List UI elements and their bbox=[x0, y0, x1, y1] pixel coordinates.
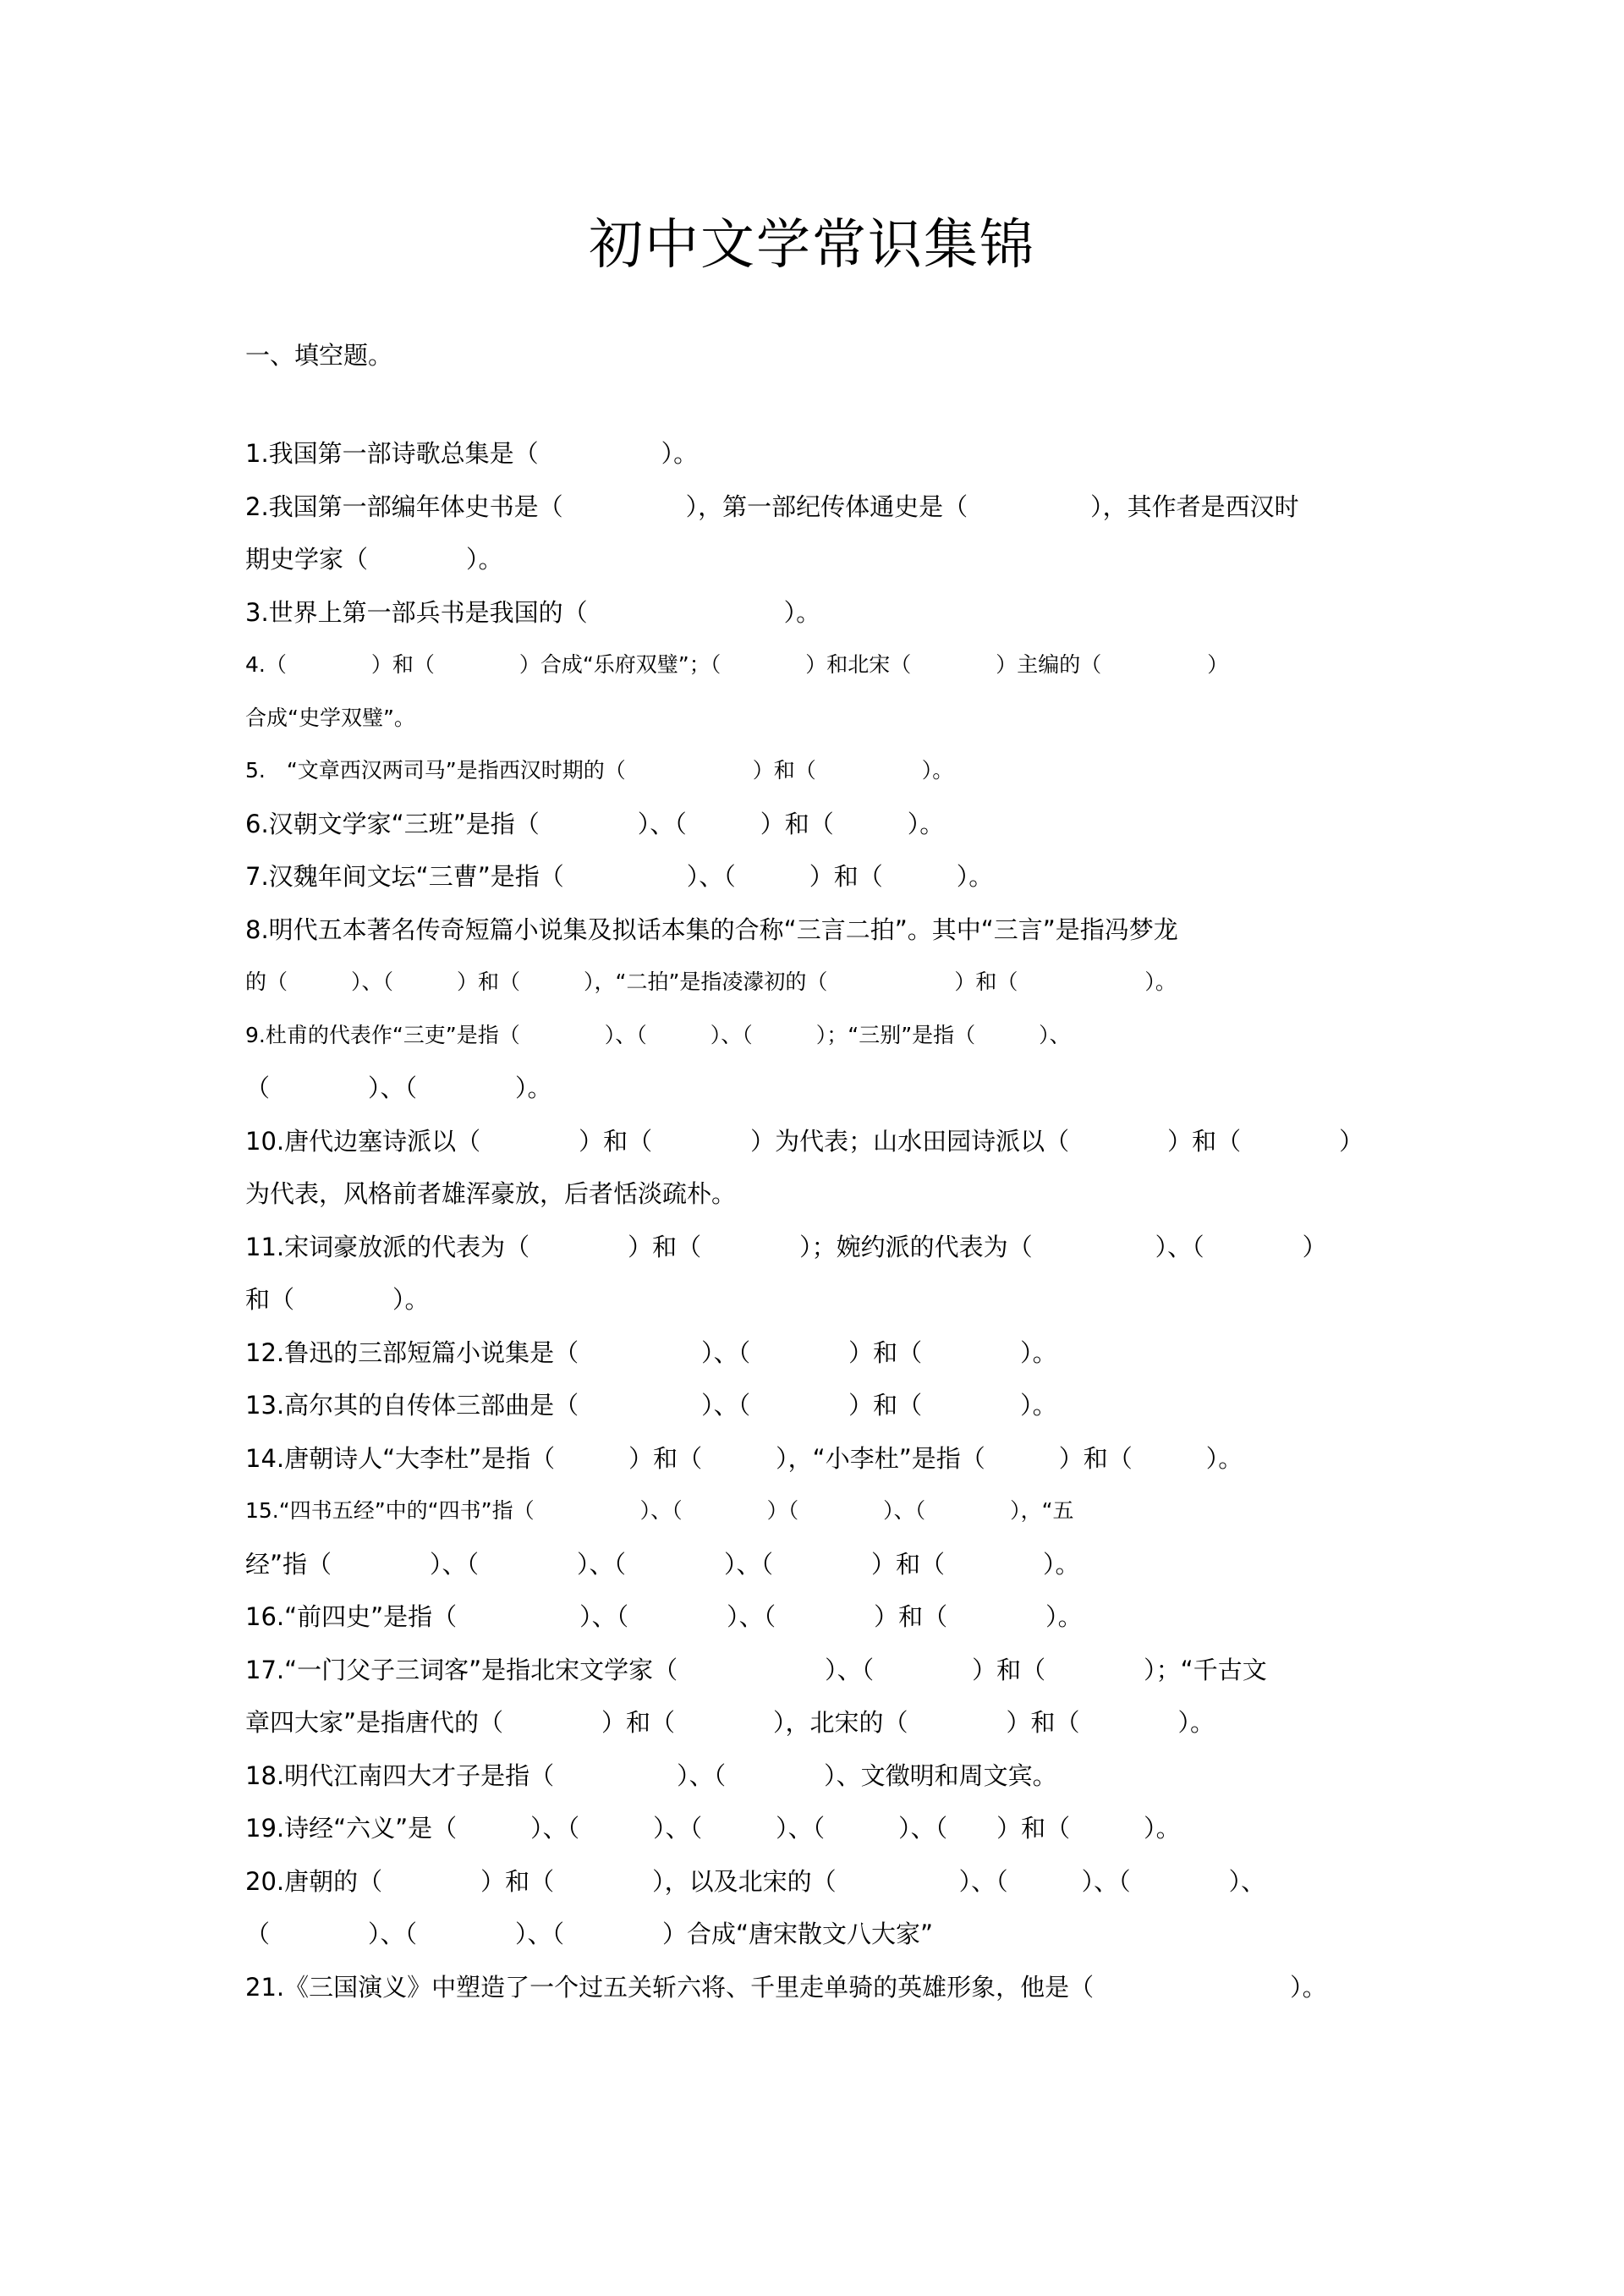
section-heading: 一、填空题。 bbox=[245, 341, 393, 370]
question-line: 11.宋词豪放派的代表为（ ）和（ ）；婉约派的代表为（ ）、（ ） bbox=[245, 1232, 1327, 1261]
question-list bbox=[245, 427, 1396, 2013]
question-line: 13.高尔其的自传体三部曲是（ ）、（ ）和（ ）。 bbox=[245, 1391, 1057, 1420]
question-line: 16.“前四史”是指（ ）、（ ）、（ ）和（ ）。 bbox=[245, 1602, 1083, 1631]
question-line: 章四大家”是指唐代的（ ）和（ ），北宋的（ ）和（ ）。 bbox=[245, 1708, 1215, 1737]
question-line: 12.鲁迅的三部短篇小说集是（ ）、（ ）和（ ）。 bbox=[245, 1338, 1057, 1367]
question-line: 5. “文章西汉两司马”是指西汉时期的（ ）和（ ）。 bbox=[245, 758, 954, 783]
question-line: （ ）、（ ）、（ ）合成“唐宋散文八大家” bbox=[245, 1920, 934, 1948]
question-line: 17.“一门父子三词客”是指北宋文学家（ ）、（ ）和（ ）；“千古文 bbox=[245, 1655, 1267, 1684]
question-line: 8.明代五本著名传奇短篇小说集及拟话本集的合称“三言二拍”。其中“三言”是指冯梦龙 bbox=[245, 915, 1178, 944]
question-line: 6.汉朝文学家“三班”是指（ ）、（ ）和（ ）。 bbox=[245, 809, 945, 838]
question-line: 15.“四书五经”中的“四书”指（ ）、（ ）（ ）、（ ），“五 bbox=[245, 1498, 1074, 1523]
question-line: 为代表，风格前者雄浑豪放，后者恬淡疏朴。 bbox=[245, 1179, 737, 1208]
question-line: 20.唐朝的（ ）和（ ），以及北宋的（ ）、（ ）、（ ）、 bbox=[245, 1866, 1266, 1896]
question-line: 经”指（ ）、（ ）、（ ）、（ ）和（ ）。 bbox=[245, 1549, 1080, 1579]
question-line: 合成“史学双璧”。 bbox=[245, 705, 415, 730]
question-line: 9.杜甫的代表作“三吏”是指（ ）、（ ）、（ ）；“三别”是指（ ）、 bbox=[245, 1022, 1071, 1047]
question-line: 21.《三国演义》中塑造了一个过五关斩六将、千里走单骑的英雄形象，他是（ ）。 bbox=[245, 1972, 1327, 2002]
question-line: 和（ ）。 bbox=[245, 1285, 430, 1314]
question-line: 的（ ）、（ ）和（ ），“二拍”是指凌濛初的（ ）和（ ）。 bbox=[245, 969, 1177, 994]
question-line: 10.唐代边塞诗派以（ ）和（ ）为代表；山水田园诗派以（ ）和（ ） bbox=[245, 1126, 1364, 1156]
question-line: 3.世界上第一部兵书是我国的（ ）。 bbox=[245, 597, 821, 627]
question-line: 4.（ ）和（ ）合成“乐府双璧”；（ ）和北宋（ ）主编的（ ） bbox=[245, 652, 1229, 677]
question-line: （ ）、（ ）。 bbox=[245, 1074, 552, 1102]
question-line: 14.唐朝诗人“大李杜”是指（ ）和（ ），“小李杜”是指（ ）和（ ）。 bbox=[245, 1443, 1243, 1473]
question-line: 期史学家（ ）。 bbox=[245, 545, 503, 574]
question-line: 2.我国第一部编年体史书是（ ），第一部纪传体通史是（ ），其作者是西汉时 bbox=[245, 492, 1299, 521]
document-title: 初中文学常识集锦 bbox=[589, 214, 1035, 277]
question-line: 7.汉魏年间文坛“三曹”是指（ ）、（ ）和（ ）。 bbox=[245, 862, 994, 891]
question-line: 18.明代江南四大才子是指（ ）、（ ）、文徵明和周文宾。 bbox=[245, 1760, 1057, 1790]
question-line: 1.我国第一部诗歌总集是（ ）。 bbox=[245, 439, 699, 468]
question-line: 19.诗经“六义”是（ ）、（ ）、（ ）、（ ）、（ ）和（ ）。 bbox=[245, 1814, 1181, 1843]
